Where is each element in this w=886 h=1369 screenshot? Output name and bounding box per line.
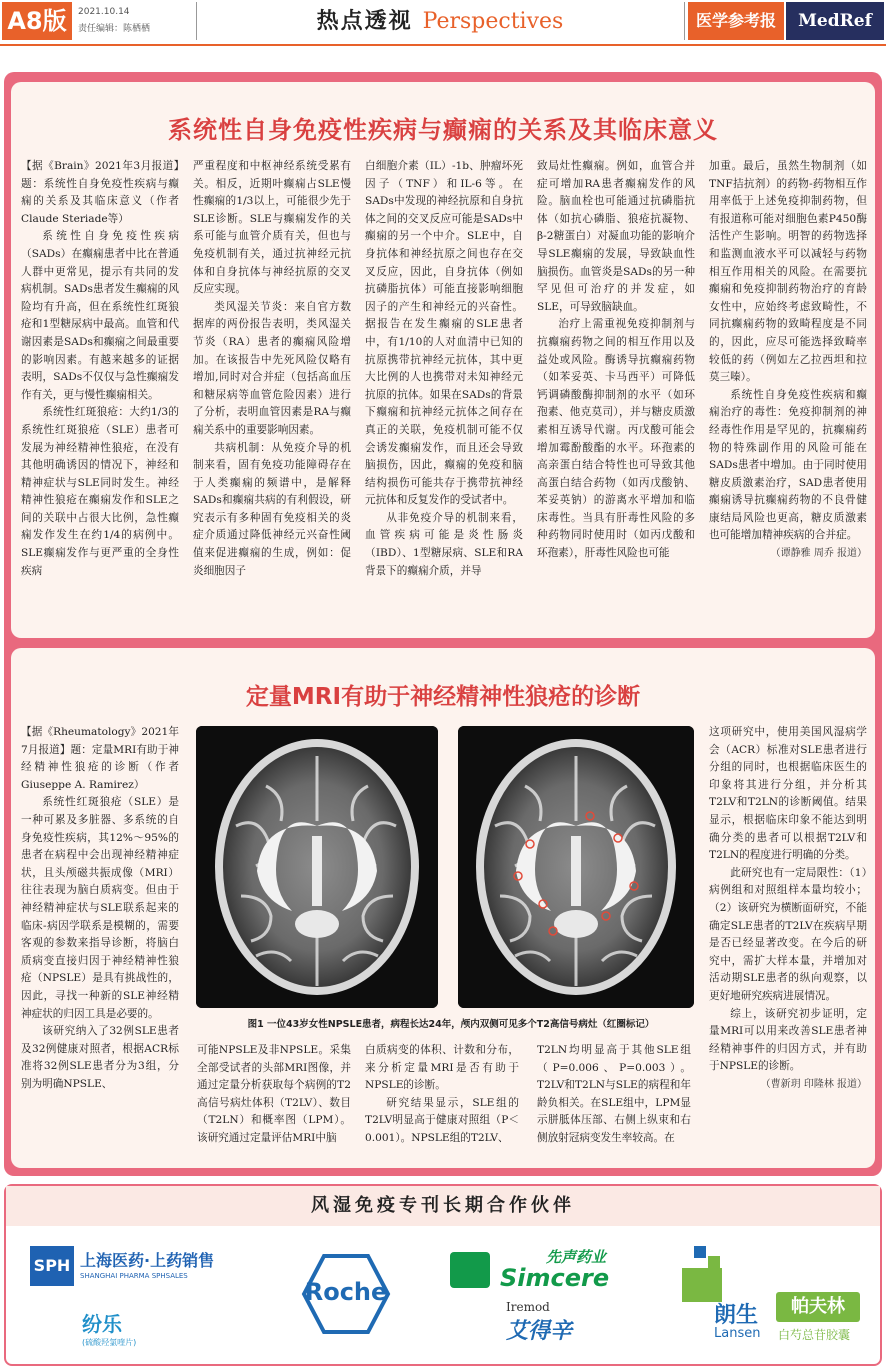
simcere-logo (450, 1248, 650, 1292)
paragraph: 严重程度和中枢神经系统受累有关。相反，近期叶癫痫占SLE慢性癫痫的1/3以上，可能很少先于SLE诊断。SLE与癫痫发作的关系可能与血管介质有关，但也与免疫机制有关，通过抗神经元抗体和自身抗体与神经抗原的交叉反应实现。 (193, 160, 351, 296)
paragraph: 致局灶性癫痫。例如，血管合并症可增加RA患者癫痫发作的风险。脑血栓也可能通过抗磷脂抗体（如抗心磷脂、狼疮抗凝物、β-2糖蛋白）对凝血功能的影响介导SLE癫痫的发展，导致缺血性脑损伤。血管炎是SADs的另一种罕见但可治疗的并发症，如SLE，可导致脑缺血。 (537, 160, 695, 313)
lansen-mark-icon (682, 1246, 732, 1306)
section-title (200, 2, 680, 40)
pafulin-name: 帕夫林 (776, 1292, 860, 1322)
article-column (21, 158, 179, 628)
simcere-name-en: Simcere (500, 1264, 610, 1292)
roche-logo (284, 1250, 408, 1338)
article-column (365, 1042, 519, 1162)
byline: （曹新玥 印隆林 报道） (760, 1078, 867, 1090)
mri-image-original (196, 726, 438, 1008)
page-number: A8版 (2, 2, 72, 40)
article-column (709, 724, 867, 1162)
divider (684, 2, 685, 40)
sph-name-en: SHANGHAI PHARMA SPHSALES (80, 1272, 188, 1280)
paragraph: 该研究纳入了32例SLE患者及32例健康对照者，根据ACR标准将32例SLE患者分为3组，分别为明确NPSLE、 (21, 1025, 179, 1090)
paragraph: 这项研究中，使用美国风湿病学会（ACR）标准对SLE患者进行分组的同时，也根据临床医生的印象将其进行分组，并分析其T2LV和T2LN的诊断阈值。结果显示，根据临床印象不能达到明确分类的患者可以根据T2LV和T2LN的程度进行明确的分类。 (709, 726, 867, 862)
paragraph: 系统性自身免疫性疾病和癫痫治疗的毒性：免疫抑制剂的神经毒性作用是罕见的，抗癫痫药物的特殊副作用的风险可能在SADs患者中增加。由于同时使用糖皮质激素治疗，SAD患者使用癫痫诱导抗癫痫药物的不良骨健康结局风险也更高，糖皮质激素也可能增加精神疾病的合并症。 (709, 388, 867, 542)
mri-image-annotated (458, 726, 694, 1008)
figure-caption: 图1 一位43岁女性NPSLE患者，病程长达24年，颅内双侧可见多个T2高信号病灶（红圈标记） (247, 1019, 655, 1030)
iremod-name-cn: 艾得辛 (506, 1319, 573, 1344)
paragraph: 白细胞介素（IL）-1b、肿瘤坏死因子（TNF）和IL-6等。在SADs中发现的神经抗原和自身抗体之间的交叉反应可能是SADs中癫痫的另一个中介。SLE中，自身抗体和神经抗原之间也存在交叉反应，因此，自身抗体（例如抗磷脂抗体）可能直接影响细胞因子的产生和神经元的兴奋性。据报告在发生癫痫的SLE患者中，有1/10的人对血清中已知的抗原携带抗神经元抗体，其中更大比例的人也携带对未知神经元抗原的抗体。如果在SADs的背景下癫痫和抗神经元抗体之间存在真正的关联，免疫机制可能不仅会诱发癫痫发作，而且还会导致脑损伤，因此，癫痫的免疫和脑结构损伤可能共存于携带抗神经元抗体和反复发作的受试者中。 (365, 160, 523, 507)
header-rule (0, 44, 886, 46)
iremod-logo (506, 1300, 626, 1350)
paragraph: 共病机制：从免疫介导的机制来看，固有免疫功能障碍存在于人类癫痫的频谱中，是解释SADs和癫痫共病的有利假设，研究表示有多种固有免疫相关的炎症介质通过降低神经元兴奋性阈值来促进癫痫的生成，例如：促炎细胞因子 (193, 441, 351, 577)
brain-mri-illustration (458, 726, 694, 1008)
brain-mri-illustration (196, 726, 438, 1008)
paragraph: 此研究也有一定局限性：（1）病例组和对照组样本量均较小；（2）该研究为横断面研究，不能确定SLE患者的T2LV在疾病早期是否已经显著改变。在今后的研究中，需扩大样本量，并增加对活动期SLE患者的纵向观察，以更好地研究疾病进展情况。 (709, 866, 867, 1002)
sph-logo (30, 1246, 230, 1290)
divider (196, 2, 197, 40)
paragraph: 综上，该研究初步证明，定量MRI可以用来改善SLE患者神经精神事件的归因方式，并有助于NPSLE的诊断。 (709, 1007, 867, 1073)
iremod-name: Iremod (506, 1300, 550, 1314)
paragraph: 可能NPSLE及非NPSLE。采集全部受试者的头部MRI图像，并通过定量分析获取每个病例的T2高信号病灶体积（T2LV）、数目（T2LN）和概率图（LPM）。该研究通过定量评估MRI中脑 (197, 1044, 351, 1144)
partners-title: 风湿免疫专刊长期合作伙伴 (6, 1186, 880, 1226)
paragraph: 加重。最后，虽然生物制剂（如TNF拮抗剂）的药物-药物相互作用率低于上述免疫抑制药物，但有报道称可能对细胞色素P450酶活性产生影响。明智的药物选择和监测血液水平可以减轻与药物相互作用相关的风险。在需要抗癫痫和免疫抑制药物治疗的育龄女性中，应始终考虑致畸性，不同抗癫痫药物的致畸程度是不同的，因此，应尽可能选择致畸率较低的药（例如左乙拉西坦和拉莫三嗪）。 (709, 160, 867, 384)
simcere-mark-icon (450, 1252, 490, 1288)
brand-logo: MedRef (786, 2, 884, 40)
paper-name: 医学参考报 (688, 2, 784, 40)
article-title: 系统性自身免疫性疾病与癫痫的关系及其临床意义 (168, 116, 718, 144)
roche-name: Roche (304, 1278, 388, 1306)
article-mri (11, 648, 875, 1168)
paragraph: 系统性红斑狼疮（SLE）是一种可累及多脏器、多系统的自身免疫性疾病，其12%～95%的患者在病程中会出现神经精神症状，且头颅磁共振成像（MRI）往往表现为脑白质病变。但由于神经精神症状与SLE联系起来的临床-病因学联系是模糊的，需要客观的参数来指导诊断，将脑白质病变直接归因于神经精神性狼疮（NPSLE）是具有挑战性的，因此，寻找一种新的SLE神经精神症状的归因工具是必要的。 (21, 796, 179, 1020)
issue-date: 2021.10.14 (78, 7, 130, 17)
paragraph: 【据《Rheumatology》2021年7月报道】题：定量MRI有助于神经精神性狼疮的诊断（作者Giuseppe A. Ramirez） (21, 726, 179, 791)
lansen-name-cn: 朗生 (714, 1303, 759, 1328)
pafulin-sub: 白芍总苷胶囊 (778, 1328, 851, 1342)
article-column (365, 158, 523, 628)
simcere-name-cn: 先声药业 (546, 1248, 607, 1266)
lansen-name-en: Lansen (714, 1326, 761, 1341)
paragraph: 研究结果显示，SLE组的T2LV明显高于健康对照组（P＜0.001）。NPSLE组的T2LV、 (365, 1096, 519, 1144)
partners-footer (4, 1184, 882, 1366)
page-header (0, 0, 886, 44)
article-column (21, 724, 179, 1162)
paragraph: 从非免疫介导的机制来看，血管疾病可能是炎性肠炎（IBD）、1型糖尿病、SLE和RA背景下的癫痫介质，并导 (365, 511, 523, 577)
section-title-cn: 热点透视 (316, 8, 413, 34)
paragraph: 【据《Brain》2021年3月报道】题：系统性自身免疫性疾病与癫痫的关系及其临床意义（作者Claude Steriade等） (21, 160, 179, 225)
article-column (193, 158, 351, 628)
article-title: 定量MRI有助于神经精神性狼疮的诊断 (245, 684, 641, 710)
fenle-name: 纷乐 (82, 1312, 122, 1336)
byline: （谭静雅 周乔 报道） (770, 548, 867, 560)
article-column (537, 158, 695, 628)
paragraph: 类风湿关节炎：来自官方数据库的两份报告表明，类风湿关节炎（RA）患者的癫痫风险增加。在该报告中先死风险仅略有增加,同时对合并症（包括高血压和糖尿病等血管危险因素）进行了分析，表明血管因素是RA与癫痫关系中的重要影响因素。 (193, 300, 351, 436)
paragraph: T2LN均明显高于其他SLE组（P=0.006、P=0.003）。T2LV和T2LN与SLE的病程和年龄负相关。在SLE组中，LPM显示胼胝体压部、右侧上纵束和右侧放射冠病变发生率较高。在 (537, 1044, 691, 1144)
article-column (709, 158, 867, 628)
paragraph: 治疗上需重视免疫抑制剂与抗癫痫药物之间的相互作用以及益处或风险。酶诱导抗癫痫药物（如苯妥英、卡马西平）可降低钙调磷酸酶抑制剂的水平（如环孢素、他克莫司），并与糖皮质激素相互诱导代谢。丙戊酸可能会增加霉酚酸酯的水平。环孢素的高亲蛋白结合特性也可导致其他高蛋白结合药物（如丙戊酸钠、苯妥英钠）的游离水平增加和临床毒性。当具有肝毒性风险的多种药物同时使用时（如丙戊酸和环孢素），肝毒性风险也可能 (537, 318, 695, 560)
article-column (537, 1042, 691, 1162)
fenle-logo (82, 1308, 182, 1352)
paragraph: 系统性红斑狼疮：大约1/3的系统性红斑狼疮（SLE）患者可发展为神经精神性狼疮，在没有其他明确诱因的情况下，神经和精神症状与SLE同时发生。神经精神性狼疮在癫痫发作和SLE之间的关联中占很大比例，急性癫痫发作发生在约1/4的病例中。SLE癫痫发作与更严重的全身性疾病 (21, 406, 179, 577)
section-title-en: Perspectives (422, 9, 564, 34)
article-column (197, 1042, 351, 1162)
lansen-logo (682, 1246, 872, 1356)
sph-name: 上海医药·上药销售 (80, 1251, 215, 1270)
article-epilepsy (11, 82, 875, 638)
paragraph: 系统性自身免疫性疾病（SADs）在癫痫患者中比在普通人群中更常见，提示有共同的发病机制。SADs患者发生癫痫的风险均有升高，但在系统性红斑狼疮和1型糖尿病中最高。血管和代谢因素是SADs和癫痫之间最重要的影响因素。有越来越多的证据表明，SADs不仅仅与急性癫痫发作有关，更与慢性癫痫相关。 (21, 230, 179, 401)
editor-credit: 责任编辑：陈栖栖 (78, 24, 151, 34)
fenle-sub: (硫酸羟氯喹片) (82, 1338, 137, 1347)
paragraph: 白质病变的体积、计数和分布，来分析定量MRI是否有助于NPSLE的诊断。 (365, 1044, 519, 1092)
sph-mark: SPH (30, 1246, 74, 1286)
